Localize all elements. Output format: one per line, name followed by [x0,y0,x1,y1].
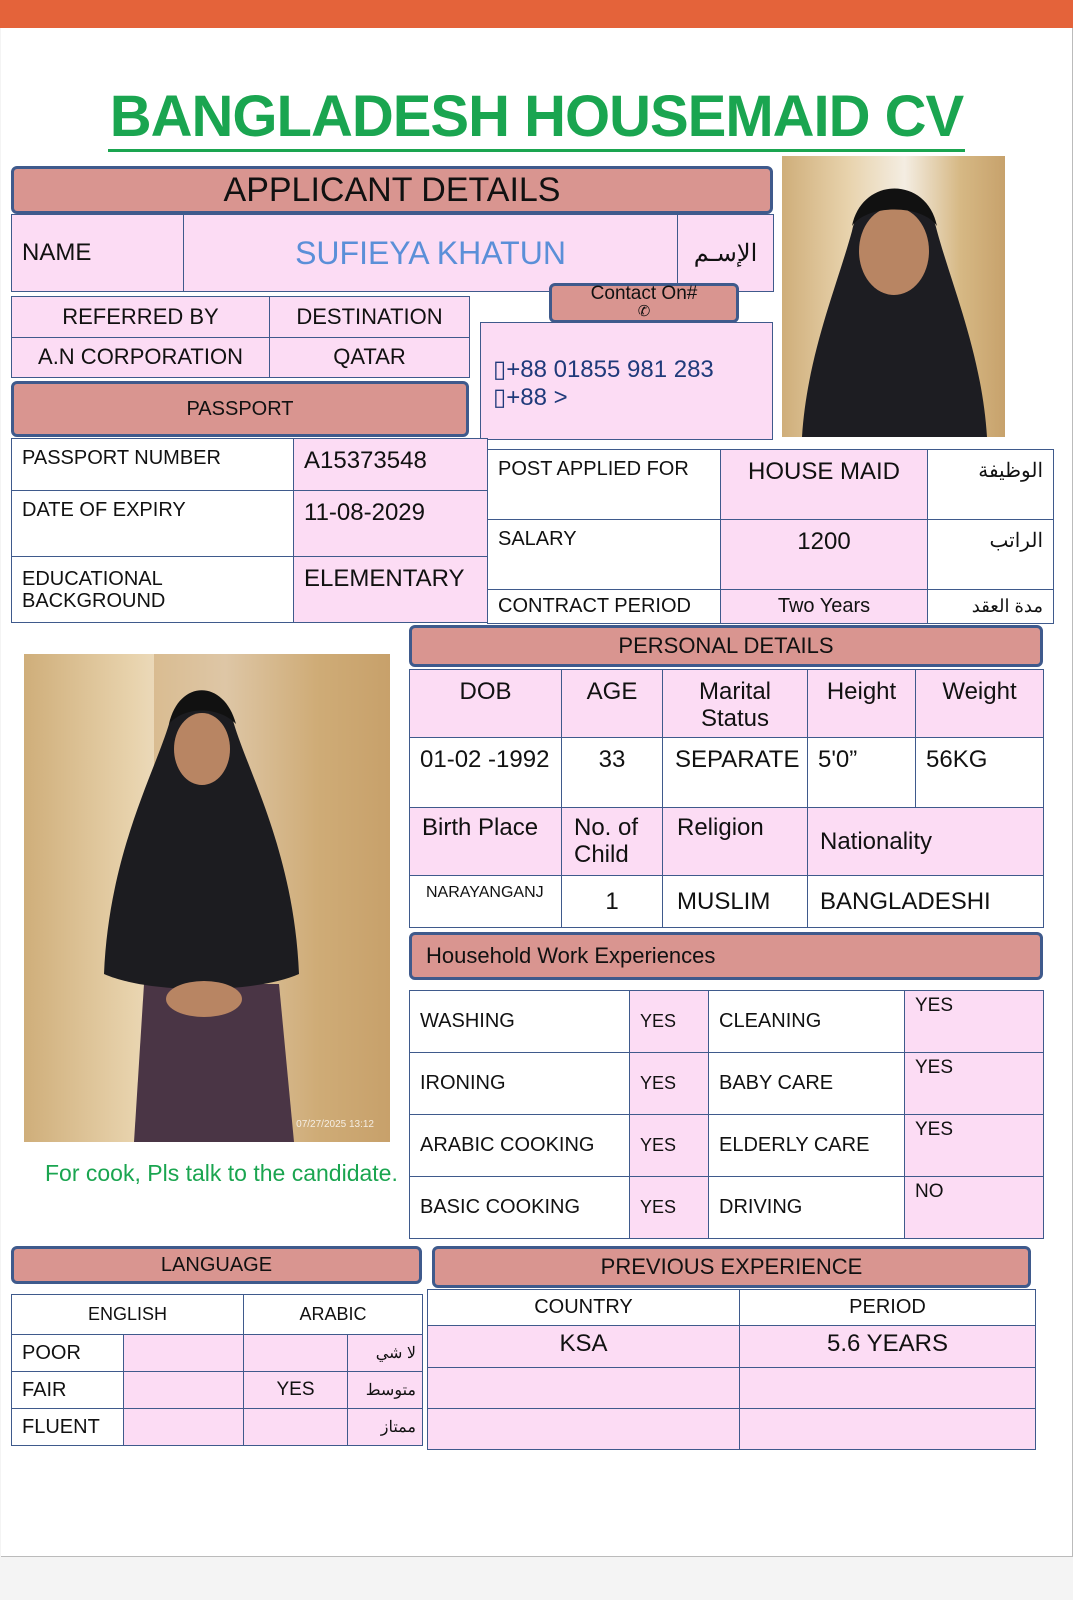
destination-value: QATAR [270,337,470,378]
applicant-details-header: APPLICANT DETAILS [11,166,773,214]
skill-value: YES [630,1177,709,1239]
referred-by-value: A.N CORPORATION [12,337,270,378]
contract-label: CONTRACT PERIOD [488,590,721,624]
country-label: COUNTRY [428,1290,740,1326]
education-label: EDUCATIONAL BACKGROUND [12,557,294,623]
children-value: 1 [562,876,663,928]
height-value: 5'0” [808,738,916,808]
skill-label: BASIC COOKING [410,1177,630,1239]
name-value: SUFIEYA KHATUN [184,215,678,292]
arabic-value [244,1409,348,1446]
weight-label: Weight [916,670,1044,738]
skill-value: NO [905,1177,1044,1239]
birthplace-label: Birth Place [410,808,562,876]
referred-by-label: REFERRED BY [12,297,270,338]
education-value: ELEMENTARY [294,557,488,623]
english-value [124,1372,244,1409]
skill-label: IRONING [410,1053,630,1115]
passport-header: PASSPORT [11,381,469,437]
arabic-level-label: ممتاز [348,1409,423,1446]
english-value [124,1335,244,1372]
phone-icon: ✆ [637,303,651,320]
salary-value: 1200 [721,520,928,590]
household-table [409,990,1044,1239]
skill-value: YES [630,1115,709,1177]
applicant-photo-full [24,654,390,1142]
name-label: NAME [12,215,184,292]
household-row [410,1115,1044,1177]
passport-number-value: A15373548 [294,439,488,491]
phone-2[interactable]: ▯+88 > [493,384,568,411]
person-full-icon [24,654,390,1142]
weight-value: 56KG [916,738,1044,808]
experience-row [428,1326,1036,1368]
cv-page [1,28,1073,1557]
destination-label: DESTINATION [270,297,470,338]
cook-note: For cook, Pls talk to the candidate. [45,1160,398,1186]
age-value: 33 [562,738,663,808]
name-table [11,214,774,292]
english-value [124,1409,244,1446]
nationality-value: BANGLADESHI [808,876,1044,928]
contract-arabic: مدة العقد [928,590,1054,624]
dob-label: DOB [410,670,562,738]
period-value: 5.6 YEARS [740,1326,1036,1368]
contract-value: Two Years [721,590,928,624]
level-label: FLUENT [12,1409,124,1446]
skill-value: YES [905,1053,1044,1115]
post-arabic: الوظيفة [928,450,1054,520]
passport-table [11,438,488,623]
language-row [12,1372,423,1409]
period-value [740,1409,1036,1450]
expiry-value: 11-08-2029 [294,491,488,557]
skill-value: YES [905,1115,1044,1177]
level-label: POOR [12,1335,124,1372]
language-table [11,1294,423,1446]
height-label: Height [808,670,916,738]
arabic-label: ARABIC [244,1295,423,1335]
skill-label: ELDERLY CARE [709,1115,905,1177]
skill-label: WASHING [410,991,630,1053]
level-label: FAIR [12,1372,124,1409]
post-value: HOUSE MAID [721,450,928,520]
period-label: PERIOD [740,1290,1036,1326]
marital-label: Marital Status [663,670,808,738]
expiry-label: DATE OF EXPIRY [12,491,294,557]
arabic-level-label: متوسط [348,1372,423,1409]
period-value [740,1368,1036,1409]
contact-header: Contact On# ✆ [549,283,739,323]
salary-label: SALARY [488,520,721,590]
household-row [410,1177,1044,1239]
passport-number-label: PASSPORT NUMBER [12,439,294,491]
birthplace-value: NARAYANGANJ [410,876,562,928]
country-value [428,1409,740,1450]
arabic-value [244,1335,348,1372]
post-label: POST APPLIED FOR [488,450,721,520]
religion-label: Religion [663,808,808,876]
arabic-level-label: لا شي [348,1335,423,1372]
previous-experience-table [427,1289,1036,1450]
children-label: No. of Child [562,808,663,876]
age-label: AGE [562,670,663,738]
english-label: ENGLISH [12,1295,244,1335]
country-value: KSA [428,1326,740,1368]
experience-row [428,1368,1036,1409]
language-header: LANGUAGE [11,1246,422,1284]
skill-label: CLEANING [709,991,905,1053]
nationality-label: Nationality [808,808,1044,876]
personal-details-header: PERSONAL DETAILS [409,625,1043,667]
dob-value: 01-02 -1992 [410,738,562,808]
phone-1[interactable]: ▯+88 01855 981 283 [493,356,714,383]
skill-label: DRIVING [709,1177,905,1239]
photo-timestamp: 07/27/2025 13:12 [296,1119,374,1130]
household-row [410,991,1044,1053]
country-value [428,1368,740,1409]
previous-experience-header: PREVIOUS EXPERIENCE [432,1246,1031,1288]
skill-value: YES [630,1053,709,1115]
marital-value: SEPARATE [663,738,808,808]
person-portrait-icon [782,156,1005,437]
salary-arabic: الراتب [928,520,1054,590]
household-header: Household Work Experiences [409,932,1043,980]
personal-table [409,669,1044,928]
skill-value: YES [630,991,709,1053]
religion-value: MUSLIM [663,876,808,928]
skill-value: YES [905,991,1044,1053]
job-table [487,449,1054,624]
experience-row [428,1409,1036,1450]
language-row [12,1409,423,1446]
page-title: BANGLADESH HOUSEMAID CV [1,83,1072,150]
contact-box [480,322,773,440]
skill-label: BABY CARE [709,1053,905,1115]
top-bar [0,0,1073,28]
arabic-value: YES [244,1372,348,1409]
name-arabic: الإسـم [678,215,774,292]
skill-label: ARABIC COOKING [410,1115,630,1177]
language-row [12,1335,423,1372]
household-row [410,1053,1044,1115]
applicant-photo-small [782,156,1005,437]
referral-table [11,296,470,378]
